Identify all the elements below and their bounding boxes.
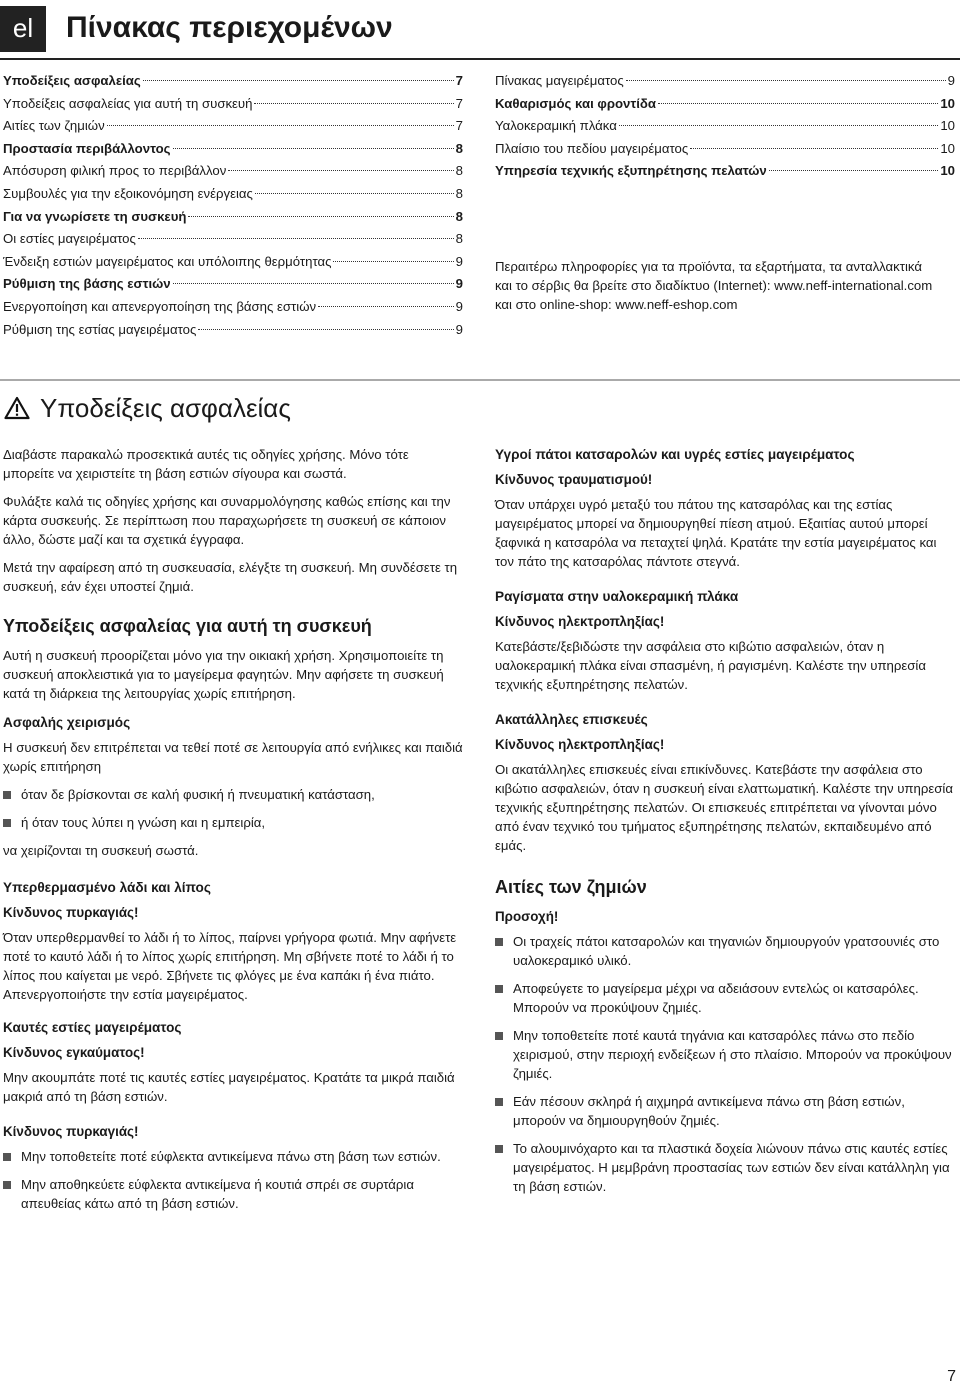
- fire-warning: Κίνδυνος πυρκαγιάς!: [3, 1124, 139, 1139]
- intro-paragraph: Φυλάξτε καλά τις οδηγίες χρήσης και συναρμολόγησης καθώς επίσης και την κάρτα συσκευής. Σε περίπτωση που παραχωρήσετε τη συσκευή σε κάποιον άλλο, δώστε μαζί και τα σχετικά έγγραφα.: [3, 494, 451, 547]
- page-number: 7: [947, 1368, 956, 1385]
- damage-section-title: Αιτίες των ζημιών: [495, 877, 647, 897]
- toc-entry[interactable]: [495, 70, 955, 93]
- toc-leader-dots: [333, 261, 453, 262]
- repair-heading: Ακατάλληλες επισκευές: [495, 712, 648, 727]
- toc-entry-title: Συμβουλές για την εξοικονόμηση ενέργειας: [3, 185, 253, 201]
- toc-entry[interactable]: [3, 206, 463, 229]
- toc-entry-title: Ενεργοποίηση και απενεργοποίηση της βάσης εστιών: [3, 298, 317, 314]
- toc-leader-dots: [188, 216, 453, 217]
- toc-right-column: [495, 70, 955, 183]
- page-title: Πίνακας περιεχομένων: [66, 11, 393, 44]
- right-content-column: [495, 445, 955, 1205]
- hot-warning: Κίνδυνος εγκαύματος!: [3, 1045, 145, 1060]
- toc-entry-title: Ρύθμιση της βάσης εστιών: [3, 276, 171, 292]
- toc-entry-title: Υπηρεσία τεχνικής εξυπηρέτησης πελατών: [495, 163, 767, 179]
- wet-heading: Υγροί πάτοι κατσαρολών και υγρές εστίες μαγειρέματος: [495, 447, 855, 462]
- device-safety-text: Αυτή η συσκευή προορίζεται μόνο για την οικιακή χρήση. Χρησιμοποιείτε τη συσκευή αποκλειστικά για το μαγείρεμα φαγητών. Μην αφήσετε τη συσκευή κατά τη διάρκεια της λειτουργίας χωρίς επιτήρηση.: [3, 648, 444, 701]
- toc-entry-page: 8: [455, 185, 463, 201]
- toc-leader-dots: [254, 103, 453, 104]
- toc-leader-dots: [255, 193, 454, 194]
- hot-heading: Καυτές εστίες μαγειρέματος: [3, 1020, 182, 1035]
- toc-entry[interactable]: [3, 160, 463, 183]
- intro-paragraph: Μετά την αφαίρεση από τη συσκευασία, ελέγξτε τη συσκευή. Μη συνδέσετε τη συσκευή, εάν έχει υποστεί ζημιά.: [3, 560, 458, 594]
- toc-entry[interactable]: [3, 93, 463, 116]
- toc-entry-title: Πίνακας μαγειρέματος: [495, 73, 624, 88]
- toc-entry-title: Για να γνωρίσετε τη συσκευή: [3, 208, 187, 224]
- toc-leader-dots: [769, 170, 939, 171]
- toc-leader-dots: [138, 238, 454, 239]
- toc-leader-dots: [143, 80, 454, 81]
- toc-entry-title: Απόσυρση φιλική προς το περιβάλλον: [3, 163, 227, 179]
- list-item: Μην τοποθετείτε ποτέ εύφλεκτα αντικείμενα πάνω στη βάση των εστιών.: [3, 1147, 463, 1166]
- toc-entry[interactable]: [495, 138, 955, 161]
- fire-list: [3, 1147, 463, 1213]
- toc-entry[interactable]: [495, 160, 955, 183]
- toc-entry[interactable]: [3, 115, 463, 138]
- list-item: Μην αποθηκεύετε εύφλεκτα αντικείμενα ή κουτιά σπρέι σε συρτάρια απευθείας κάτω από τη βάση εστιών.: [3, 1175, 463, 1213]
- toc-entry[interactable]: [495, 115, 955, 138]
- toc-entry-page: 9: [455, 276, 463, 292]
- repair-warning: Κίνδυνος ηλεκτροπληξίας!: [495, 737, 665, 752]
- safety-title-text: Υποδείξεις ασφαλείας: [40, 393, 291, 423]
- toc-entry-title: Καθαρισμός και φροντίδα: [495, 95, 657, 111]
- toc-leader-dots: [173, 283, 454, 284]
- toc-entry[interactable]: [3, 296, 463, 319]
- toc-leader-dots: [318, 306, 454, 307]
- toc-entry[interactable]: [3, 138, 463, 161]
- hot-text: Μην ακουμπάτε ποτέ τις καυτές εστίες μαγειρέματος. Κρατάτε τα μικρά παιδιά μακριά από τη βάση εστιών.: [3, 1070, 455, 1104]
- crack-warning: Κίνδυνος ηλεκτροπληξίας!: [495, 614, 665, 629]
- list-item: Οι τραχείς πάτοι κατσαρολών και τηγανιών δημιουργούν γρατσουνιές στο υαλοκεραμικό υλικό.: [495, 932, 955, 970]
- toc-entry-page: 8: [455, 231, 463, 247]
- intro-paragraph: Διαβάστε παρακαλώ προσεκτικά αυτές τις οδηγίες χρήσης. Μόνο τότε μπορείτε να χειριστείτε τη βάση εστιών σίγουρα και σωστά.: [3, 447, 409, 481]
- toc-entry[interactable]: [3, 273, 463, 296]
- info-text: Περαιτέρω πληροφορίες για τα προϊόντα, τα εξαρτήματα, τα ανταλλακτικά και το σέρβις θα βρείτε στο διαδίκτυο (Internet): www.neff-international.com και στο online-shop: www.neff-eshop.com: [495, 259, 933, 312]
- toc-entry-title: Οι εστίες μαγειρέματος: [3, 231, 136, 247]
- repair-text: Οι ακατάλληλες επισκευές είναι επικίνδυνες. Κατεβάστε την ασφάλεια στο κιβώτιο ασφαλειών, όταν η συσκευή είναι ελαττωματική. Καλέστε την υπηρεσία τεχνικής εξυπηρέτησης πελατών. Οι επισκευές επιτρέπεται να γίνονται μόνο από έναν τεχνικό του τμήματος εξυπηρέτησης πελατών, εκπαιδευμένο από εμάς.: [495, 762, 953, 853]
- wet-warning: Κίνδυνος τραυματισμού!: [495, 472, 653, 487]
- toc-entry-page: 8: [455, 208, 463, 224]
- toc-entry-page: 7: [455, 73, 463, 88]
- toc-leader-dots: [658, 103, 938, 104]
- section-divider: [0, 379, 960, 381]
- list-item: Το αλουμινόχαρτο και τα πλαστικά δοχεία λιώνουν πάνω στις καυτές εστίες μαγειρέματος. Η μεμβράνη προστασίας των εστιών δεν είναι κατάλληλη για τη βάση εστιών.: [495, 1139, 955, 1196]
- oil-warning: Κίνδυνος πυρκαγιάς!: [3, 905, 139, 920]
- toc-left-column: [3, 70, 463, 341]
- toc-leader-dots: [619, 125, 938, 126]
- toc-entry-title: Ένδειξη εστιών μαγειρέματος και υπόλοιπης θερμότητας: [3, 253, 332, 269]
- toc-entry-title: Υαλοκεραμική πλάκα: [495, 118, 617, 134]
- toc-entry[interactable]: [3, 183, 463, 206]
- toc-leader-dots: [107, 125, 454, 126]
- toc-entry-page: 10: [940, 95, 955, 111]
- list-item: ή όταν τους λύπει η γνώση και η εμπειρία,: [3, 813, 463, 832]
- toc-entry-title: Υποδείξεις ασφαλείας: [3, 73, 141, 88]
- crack-heading: Ραγίσματα στην υαλοκεραμική πλάκα: [495, 589, 739, 604]
- handling-heading: Ασφαλής χειρισμός: [3, 715, 131, 730]
- toc-entry[interactable]: [495, 93, 955, 116]
- toc-entry-page: 9: [947, 73, 955, 88]
- toc-entry-page: 10: [940, 140, 955, 156]
- toc-entry[interactable]: [3, 228, 463, 251]
- toc-entry-title: Υποδείξεις ασφαλείας για αυτή τη συσκευή: [3, 95, 253, 111]
- toc-entry-page: 7: [455, 95, 463, 111]
- toc-leader-dots: [173, 148, 454, 149]
- language-badge: el: [0, 6, 46, 52]
- toc-entry-page: 8: [455, 163, 463, 179]
- list-item: όταν δε βρίσκονται σε καλή φυσική ή πνευματική κατάσταση,: [3, 785, 463, 804]
- oil-text: Όταν υπερθερμανθεί το λάδι ή το λίπος, παίρνει γρήγορα φωτιά. Μην αφήνετε ποτέ το καυτό λάδι ή το λίπος χωρίς επιτήρηση. Μη σβήνετε ποτέ το λάδι ή το λίπος που καίγεται με νερό. Σβήνετε τις φλόγες με ένα καπάκι ή ένα πιάτο. Απενεργοποιήστε την εστία μαγειρέματος.: [3, 930, 457, 1002]
- toc-entry-title: Προστασία περιβάλλοντος: [3, 140, 171, 156]
- safety-section-title: [4, 388, 291, 428]
- list-item: Εάν πέσουν σκληρά ή αιχμηρά αντικείμενα πάνω στη βάση εστιών, μπορούν να δημιουργηθούν ζημιές.: [495, 1092, 955, 1130]
- toc-entry-title: Αιτίες των ζημιών: [3, 118, 105, 134]
- handling-end-text: να χειρίζονται τη συσκευή σωστά.: [3, 843, 199, 858]
- toc-entry-page: 9: [455, 321, 463, 337]
- warning-triangle-icon: [4, 396, 30, 420]
- toc-entry[interactable]: [3, 319, 463, 342]
- toc-entry-page: 7: [455, 118, 463, 134]
- toc-leader-dots: [198, 329, 453, 330]
- toc-leader-dots: [690, 148, 938, 149]
- toc-entry[interactable]: [3, 251, 463, 274]
- oil-heading: Υπερθερμασμένο λάδι και λίπος: [3, 880, 211, 895]
- toc-leader-dots: [228, 170, 453, 171]
- toc-entry-page: 10: [940, 163, 955, 179]
- title-divider: [0, 58, 960, 60]
- toc-entry-page: 9: [455, 253, 463, 269]
- toc-entry-page: 9: [455, 298, 463, 314]
- wet-text: Όταν υπάρχει υγρό μεταξύ του πάτου της κατσαρόλας και της εστίας μαγειρέματος μπορεί να δημιουργηθεί πίεση ατμού. Εξαιτίας αυτού μπορεί ξαφνικά η κατσαρόλα να πεταχτεί ψηλά. Κρατάτε την εστία μαγειρέματος και τον πάτο της κατσαρόλας πάντοτε στεγνά.: [495, 497, 937, 569]
- damage-list: [495, 932, 955, 1196]
- crack-text: Κατεβάστε/ξεβιδώστε την ασφάλεια στο κιβώτιο ασφαλειών, όταν η υαλοκεραμική πλάκα είναι σπασμένη, ή ραγισμένη. Καλέστε την υπηρεσία τεχνικής εξυπηρέτησης πελατών.: [495, 639, 926, 692]
- list-item: Αποφεύγετε το μαγείρεμα μέχρι να αδειάσουν εντελώς οι κατσαρόλες. Μπορούν να προκύψουν ζημιές.: [495, 979, 955, 1017]
- toc-leader-dots: [626, 80, 946, 81]
- list-item: Μην τοποθετείτε ποτέ καυτά τηγάνια και κατσαρόλες πάνω στο πεδίο χειρισμού, στην περιοχή ενδείξεων ή στο πλαίσιο. Μπορούν να προκύψουν ζημιές.: [495, 1026, 955, 1083]
- device-safety-heading: Υποδείξεις ασφαλείας για αυτή τη συσκευή: [3, 616, 372, 636]
- handling-text: Η συσκευή δεν επιτρέπεται να τεθεί ποτέ σε λειτουργία από ενήλικες και παιδιά χωρίς επιτήρηση: [3, 740, 463, 774]
- toc-entry-title: Πλαίσιο του πεδίου μαγειρέματος: [495, 140, 689, 156]
- toc-entry-page: 8: [455, 140, 463, 156]
- toc-entry[interactable]: [3, 70, 463, 93]
- toc-entry-title: Ρύθμιση της εστίας μαγειρέματος: [3, 321, 197, 337]
- left-content-column: [3, 445, 463, 1222]
- caution-label: Προσοχή!: [495, 909, 559, 924]
- toc-entry-page: 10: [940, 118, 955, 134]
- handling-list: [3, 785, 463, 832]
